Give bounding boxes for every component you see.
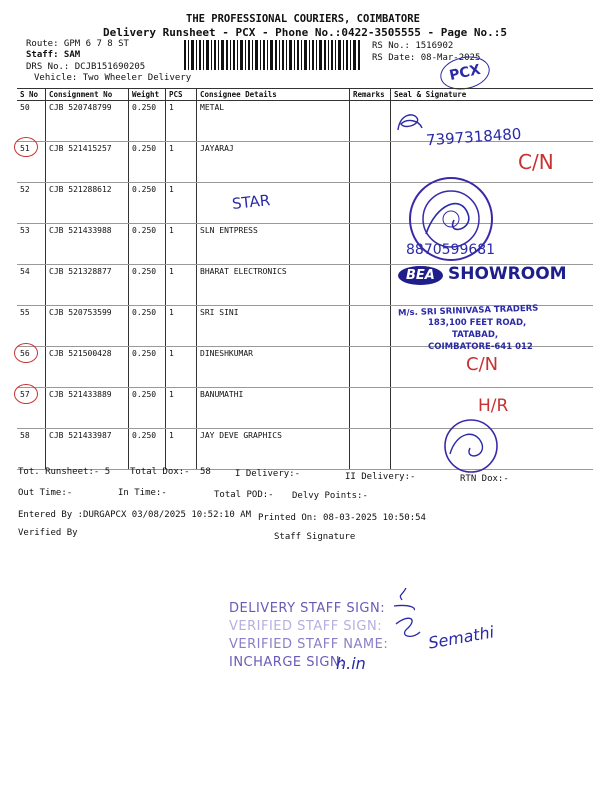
cell-pcs: 1 [166, 429, 197, 470]
cell-remarks [350, 429, 391, 470]
staff-signature-scribble [388, 584, 428, 646]
runsheet-title: Delivery Runsheet - PCX - Phone No.:0422-3505555 - Page No.:5 [103, 26, 507, 39]
cell-consignee: SRI SINI [197, 306, 350, 347]
out-time: Out Time:- [18, 488, 73, 498]
table-row [17, 347, 593, 388]
cell-consignment: CJB 521328877 [46, 265, 129, 306]
cell-consignee: BHARAT ELECTRONICS [197, 265, 350, 306]
total-pod: Total POD:- [214, 490, 274, 500]
col-remarks: Remarks [350, 89, 391, 101]
cell-remarks [350, 265, 391, 306]
col-pcs: PCS [166, 89, 197, 101]
cell-weight: 0.250 [129, 101, 166, 142]
total-dox-value: 58 [200, 467, 211, 477]
cell-weight: 0.250 [129, 429, 166, 470]
bea-logo: BEA [398, 266, 443, 285]
cell-pcs: 1 [166, 347, 197, 388]
cell-weight: 0.250 [129, 347, 166, 388]
seal-stamp-2 [436, 416, 506, 476]
entered-by: Entered By :DURGAPCX 03/08/2025 10:52:10 AM [18, 510, 251, 520]
handwritten-phone: 7397318480 [425, 124, 522, 150]
cell-consignment: CJB 521433988 [46, 224, 129, 265]
trader-stamp-line3: TATABAD, [452, 330, 499, 340]
handwritten-hr: H/R [478, 396, 509, 416]
cell-consignment: CJB 521433987 [46, 429, 129, 470]
handwritten-cn-2: C/N [466, 354, 499, 375]
rs-date: RS Date: 08-Mar-2025 [372, 53, 481, 63]
total-runsheet: Tot. Runsheet:- 5 [18, 467, 111, 477]
cell-consignment: CJB 521288612 [46, 183, 129, 224]
cell-sno: 53 [17, 224, 46, 265]
cell-consignment: CJB 520748799 [46, 101, 129, 142]
cell-weight: 0.250 [129, 306, 166, 347]
cell-consignment: CJB 520753599 [46, 306, 129, 347]
cell-sno: 55 [17, 306, 46, 347]
cell-consignee: JAY DEVE GRAPHICS [197, 429, 350, 470]
red-circle-mark [14, 384, 38, 404]
total-dox-label: Total Dox:- [130, 467, 190, 477]
red-circle-mark [14, 137, 38, 157]
table-row [17, 224, 593, 265]
first-delivery: I Delivery:- [235, 469, 301, 479]
staff: Staff: SAM [26, 50, 81, 60]
cell-remarks [350, 224, 391, 265]
cell-remarks [350, 142, 391, 183]
cell-remarks [350, 347, 391, 388]
signature-scribble [395, 110, 425, 136]
handwritten-staff-name: Semathi [426, 622, 496, 653]
handwritten-incharge-sign: h.in [336, 654, 366, 673]
cell-sno: 58 [17, 429, 46, 470]
staff-signature: Staff Signature [274, 532, 356, 542]
table-header-row [17, 89, 593, 101]
cell-pcs: 1 [166, 306, 197, 347]
cell-sno: 54 [17, 265, 46, 306]
cell-sno: 51 [17, 142, 46, 183]
company-name: THE PROFESSIONAL COURIERS, COIMBATORE [186, 13, 420, 25]
cell-consignee [197, 183, 350, 224]
second-delivery: II Delivery:- [345, 472, 416, 482]
cell-consignment: CJB 521500428 [46, 347, 129, 388]
col-seal-signature: Seal & Signature [391, 89, 594, 101]
pcx-stamp: PCX [437, 52, 493, 94]
table-row [17, 429, 593, 470]
table-row [17, 142, 593, 183]
cell-weight: 0.250 [129, 224, 166, 265]
cell-sno: 57 [17, 388, 46, 429]
cell-pcs: 1 [166, 101, 197, 142]
cell-sno: 52 [17, 183, 46, 224]
route: Route: GPM 6 7 8 ST [26, 39, 129, 49]
verified-staff-name-label: VERIFIED STAFF NAME: [229, 637, 389, 652]
cell-weight: 0.250 [129, 183, 166, 224]
col-weight: Weight [129, 89, 166, 101]
handwritten-star: STAR [231, 191, 272, 213]
rtn-dox: RTN Dox:- [460, 474, 509, 484]
red-circle-mark [14, 343, 38, 363]
cell-pcs: 1 [166, 265, 197, 306]
cell-consignment: CJB 521415257 [46, 142, 129, 183]
trader-stamp-line4: COIMBATORE-641 012 [428, 342, 533, 352]
incharge-sign-label: INCHARGE SIGN: [229, 655, 346, 670]
vehicle: Vehicle: Two Wheeler Delivery [34, 73, 192, 83]
verified-by: Verified By [18, 528, 78, 538]
rs-number: RS No.: 1516902 [372, 41, 454, 51]
col-sno: S No [17, 89, 46, 101]
cell-weight: 0.250 [129, 388, 166, 429]
cell-pcs: 1 [166, 142, 197, 183]
cell-consignee: METAL [197, 101, 350, 142]
cell-consignee: SLN ENTPRESS [197, 224, 350, 265]
cell-consignee: JAYARAJ [197, 142, 350, 183]
cell-sno: 56 [17, 347, 46, 388]
barcode [184, 40, 360, 70]
cell-remarks [350, 183, 391, 224]
cell-remarks [350, 388, 391, 429]
cell-weight: 0.250 [129, 142, 166, 183]
cell-remarks [350, 101, 391, 142]
cell-consignment: CJB 521433889 [46, 388, 129, 429]
trader-stamp-line2: 183,100 FEET ROAD, [428, 318, 527, 328]
cell-weight: 0.250 [129, 265, 166, 306]
cell-pcs: 1 [166, 224, 197, 265]
drs-number: DRS No.: DCJB151690205 [26, 62, 146, 72]
printed-on: Printed On: 08-03-2025 10:50:54 [258, 513, 426, 523]
verified-staff-sign-label: VERIFIED STAFF SIGN: [229, 619, 383, 634]
cell-remarks [350, 306, 391, 347]
delivery-points: Delvy Points:- [292, 491, 368, 501]
handwritten-cn: C/N [518, 150, 554, 174]
col-consignment: Consignment No [46, 89, 129, 101]
cell-consignee: BANUMATHI [197, 388, 350, 429]
handwritten-phone-2: 8870599681 [406, 242, 496, 258]
cell-sno: 50 [17, 101, 46, 142]
table-row [17, 183, 593, 224]
in-time: In Time:- [118, 488, 167, 498]
delivery-staff-sign-label: DELIVERY STAFF SIGN: [229, 601, 386, 616]
trader-stamp-line1: M/s. SRI SRINIVASA TRADERS [397, 303, 539, 319]
col-consignee: Consignee Details [197, 89, 350, 101]
cell-consignee: DINESHKUMAR [197, 347, 350, 388]
cell-pcs: 1 [166, 388, 197, 429]
cell-pcs: 1 [166, 183, 197, 224]
showroom-stamp: SHOWROOM [448, 264, 567, 284]
